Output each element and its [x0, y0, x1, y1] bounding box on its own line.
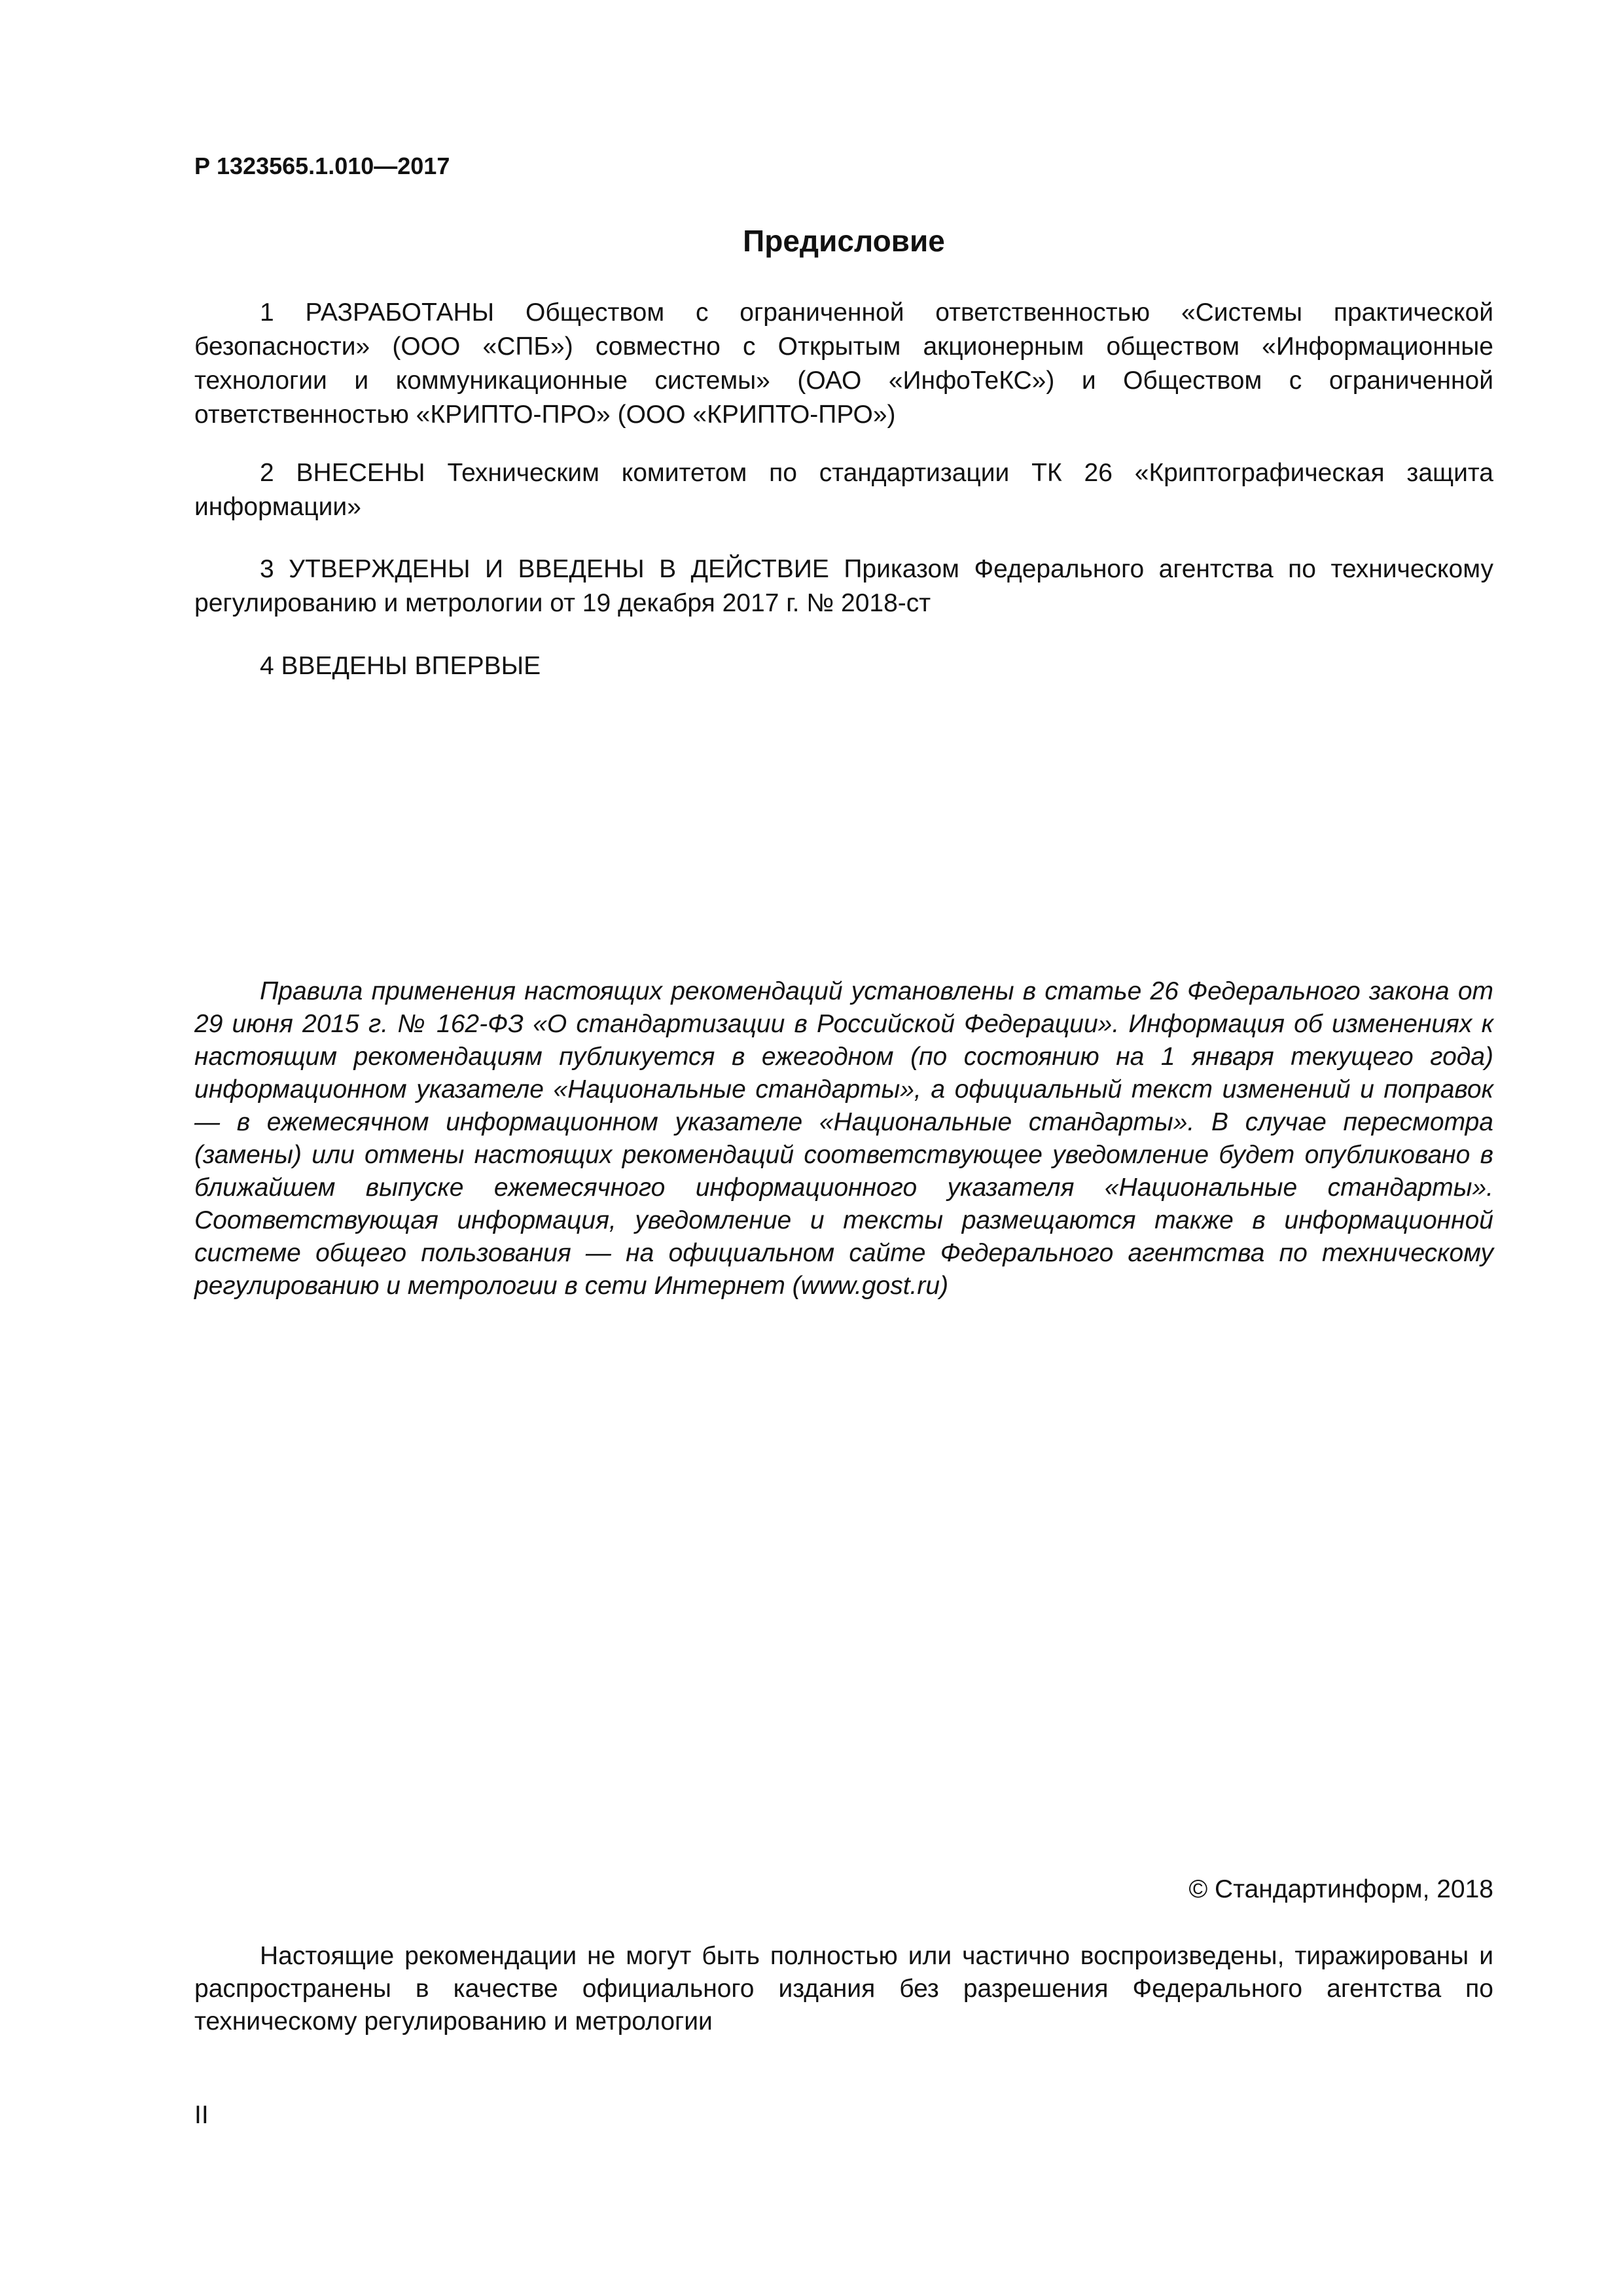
foreword-item-1 — [194, 296, 1493, 432]
foreword-item-4 — [194, 649, 1493, 683]
foreword-item-4-label: 4 ВВЕДЕНЫ ВПЕРВЫЕ — [260, 652, 541, 680]
foreword-item-2 — [194, 456, 1493, 524]
foreword-item-1-text: Обществом с ограниченной ответственностью «Системы практической безопасности» (ООО «СПБ») совместно с Открытым акционерным обществом «Информационные технологии и коммуникационные системы» (ОАО «ИнфоТеКС») и Обществом с ограниченной ответственностью «КРИПТО-ПРО» (ООО «КРИПТО-ПРО») — [194, 298, 1493, 429]
foreword-item-2-text: Техническим комитетом по стандартизации ТК 26 «Криптографическая защита информации» — [194, 459, 1493, 521]
foreword-item-1-label: 1 РАЗРАБОТАНЫ — [260, 298, 495, 327]
copyright-line: © Стандартинформ, 2018 — [1188, 1875, 1493, 1903]
reproduction-notice: Настоящие рекомендации не могут быть полностью или частично воспроизведены, тиражированы и распространены в качестве официального издания без разрешения Федерального агентства по техническому регулированию и метрологии — [194, 1942, 1493, 2036]
document-code: Р 1323565.1.010—2017 — [194, 152, 450, 179]
foreword-item-3-label: 3 УТВЕРЖДЕНЫ И ВВЕДЕНЫ В ДЕЙСТВИЕ — [260, 555, 829, 583]
foreword-item-3-text: Приказом Федерального агентства по техническому регулированию и метрологии от 19 декабря 2017 г. № 2018-ст — [194, 555, 1493, 617]
foreword-title: Предисловие — [743, 224, 945, 258]
foreword-item-2-label: 2 ВНЕСЕНЫ — [260, 459, 425, 487]
rules-note: Правила применения настоящих рекомендаций установлены в статье 26 Федерального закона от 29 июня 2015 г. № 162-ФЗ «О стандартизации в Российской Федерации». Информация об изменениях к настоящим рекомендациям публикуется в ежегодном (по состоянию на 1 января текущего года) информационном указателе «Национальные стандарты», а официальный текст изменений и поправок — в ежемесячном информационном указателе «Национальные стандарты». В случае пересмотра (замены) или отмены настоящих рекомендаций соответствующее уведомление будет опубликовано в ближайшем выпуске ежемесячного информационного указателя «Национальные стандарты». Соответствующая информация, уведомление и тексты размещаются также в информационной системе общего пользования — на официальном сайте Федерального агентства по техническому регулированию и метрологии в сети Интернет (www.gost.ru) — [194, 977, 1493, 1300]
page-number: II — [194, 2101, 209, 2129]
foreword-item-3 — [194, 552, 1493, 620]
